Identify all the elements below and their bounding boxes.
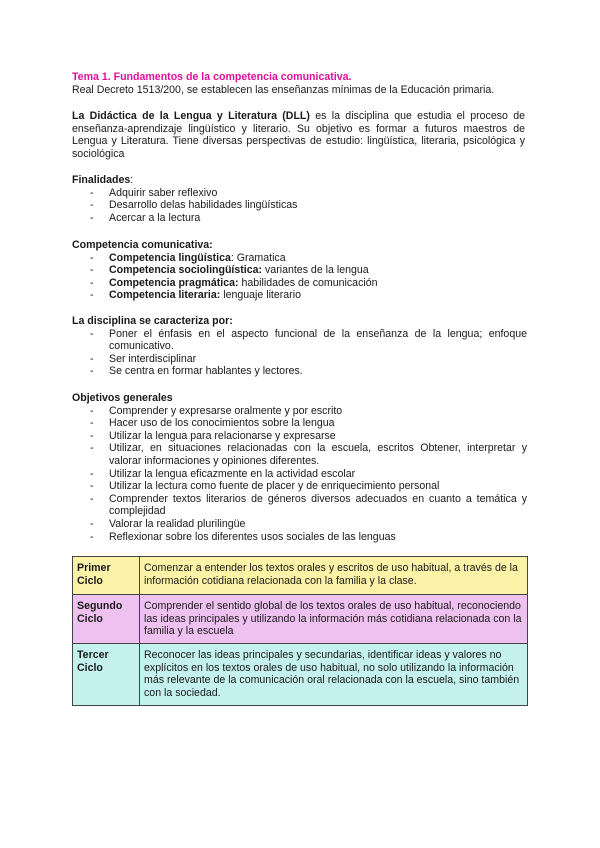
objetivos-heading: Objetivos generales — [72, 392, 173, 404]
competencia-list — [72, 252, 527, 302]
finalidades-list — [72, 187, 527, 225]
intro-term: La Didáctica de la Lengua y Literatura (DLL) — [72, 110, 310, 122]
ciclo-name-cell: Segundo Ciclo — [73, 595, 140, 644]
list-item: - Ser interdisciplinar — [90, 352, 197, 365]
ciclos-table — [72, 556, 528, 706]
list-item: - Poner el énfasis en el aspecto funcional de la enseñanza de la lengua; enfoque comunicativo. — [90, 327, 527, 353]
list-item: - Utilizar la lengua para relacionarse y expresarse — [90, 429, 336, 442]
ciclo-name-cell: Primer Ciclo — [73, 557, 140, 595]
list-item: - Adquirir saber reflexivo — [90, 186, 218, 199]
list-item: - Valorar la realidad plurilingüe — [90, 517, 246, 530]
list-item: - Comprender y expresarse oralmente y por escrito — [90, 404, 343, 417]
list-item: - Competencia literaria: lenguaje literario — [90, 289, 301, 302]
list-item: - Competencia pragmática: habilidades de comunicación — [90, 276, 378, 289]
list-item: - Reflexionar sobre los diferentes usos sociales de las lenguas — [90, 530, 396, 543]
ciclo-name-cell: Tercer Ciclo — [73, 644, 140, 706]
list-item: - Competencia lingüística: Gramatica — [90, 251, 286, 264]
competencia-section — [72, 239, 527, 302]
disciplina-heading: La disciplina se caracteriza por: — [72, 315, 233, 327]
table-row — [73, 595, 528, 644]
finalidades-section — [72, 174, 527, 224]
list-item: - Desarrollo delas habilidades lingüísticas — [90, 199, 298, 212]
disciplina-section — [72, 315, 527, 378]
list-item: - Acercar a la lectura — [90, 211, 201, 224]
document-subtitle: Real Decreto 1513/200, se establecen las enseñanzas mínimas de la Educación primaria. — [72, 84, 495, 96]
list-item: - Utilizar, en situaciones relacionadas con la escuela, escritos Obtener, interpretar y valorar informaciones y opiniones diferentes. — [90, 442, 527, 467]
intro-paragraph — [72, 110, 525, 160]
ciclo-text-cell: Comprender el sentido global de los textos orales de uso habitual, reconociendo las ideas principales y utilizando la información más cotidiana relacionada con la familia y la escuela — [140, 595, 528, 644]
document-title: Tema 1. Fundamentos de la competencia comunicativa. — [72, 71, 352, 83]
table-row — [73, 557, 528, 595]
list-item: - Competencia sociolingüística: variantes de la lengua — [90, 264, 369, 277]
list-item: - Utilizar la lectura como fuente de placer y de enriquecimiento personal — [90, 480, 440, 493]
table-row — [73, 644, 528, 706]
competencia-heading: Competencia comunicativa: — [72, 239, 213, 251]
list-item: - Se centra en formar hablantes y lectores. — [90, 365, 303, 378]
list-item: - Utilizar la lengua eficazmente en la actividad escolar — [90, 467, 356, 480]
objetivos-list — [72, 405, 527, 544]
list-item: - Hacer uso de los conocimientos sobre la lengua — [90, 417, 335, 430]
ciclo-text-cell: Reconocer las ideas principales y secundarias, identificar ideas y valores no explícitos en los textos orales de uso habitual, no solo utilizando la información más relevante de la comunicación oral relacionada con la escuela, sino también con la sociedad. — [140, 644, 528, 706]
ciclo-text-cell: Comenzar a entender los textos orales y escritos de uso habitual, a través de la información cotidiana relacionada con la familia y la clase. — [140, 557, 528, 595]
objetivos-section — [72, 392, 527, 543]
list-item: - Comprender textos literarios de géneros diversos adecuados en cuanto a temática y complejidad — [90, 492, 527, 518]
finalidades-heading: Finalidades: — [72, 174, 134, 186]
intro-text: es la disciplina que estudia el proceso de enseñanza-aprendizaje lingüístico y literario. Su objetivo es formar a futuros maestros de Lengua y Literatura. Tiene diversas perspectivas de estudio: lingüística, literaria, psicológica y sociológica — [72, 110, 526, 160]
disciplina-list — [72, 328, 527, 378]
